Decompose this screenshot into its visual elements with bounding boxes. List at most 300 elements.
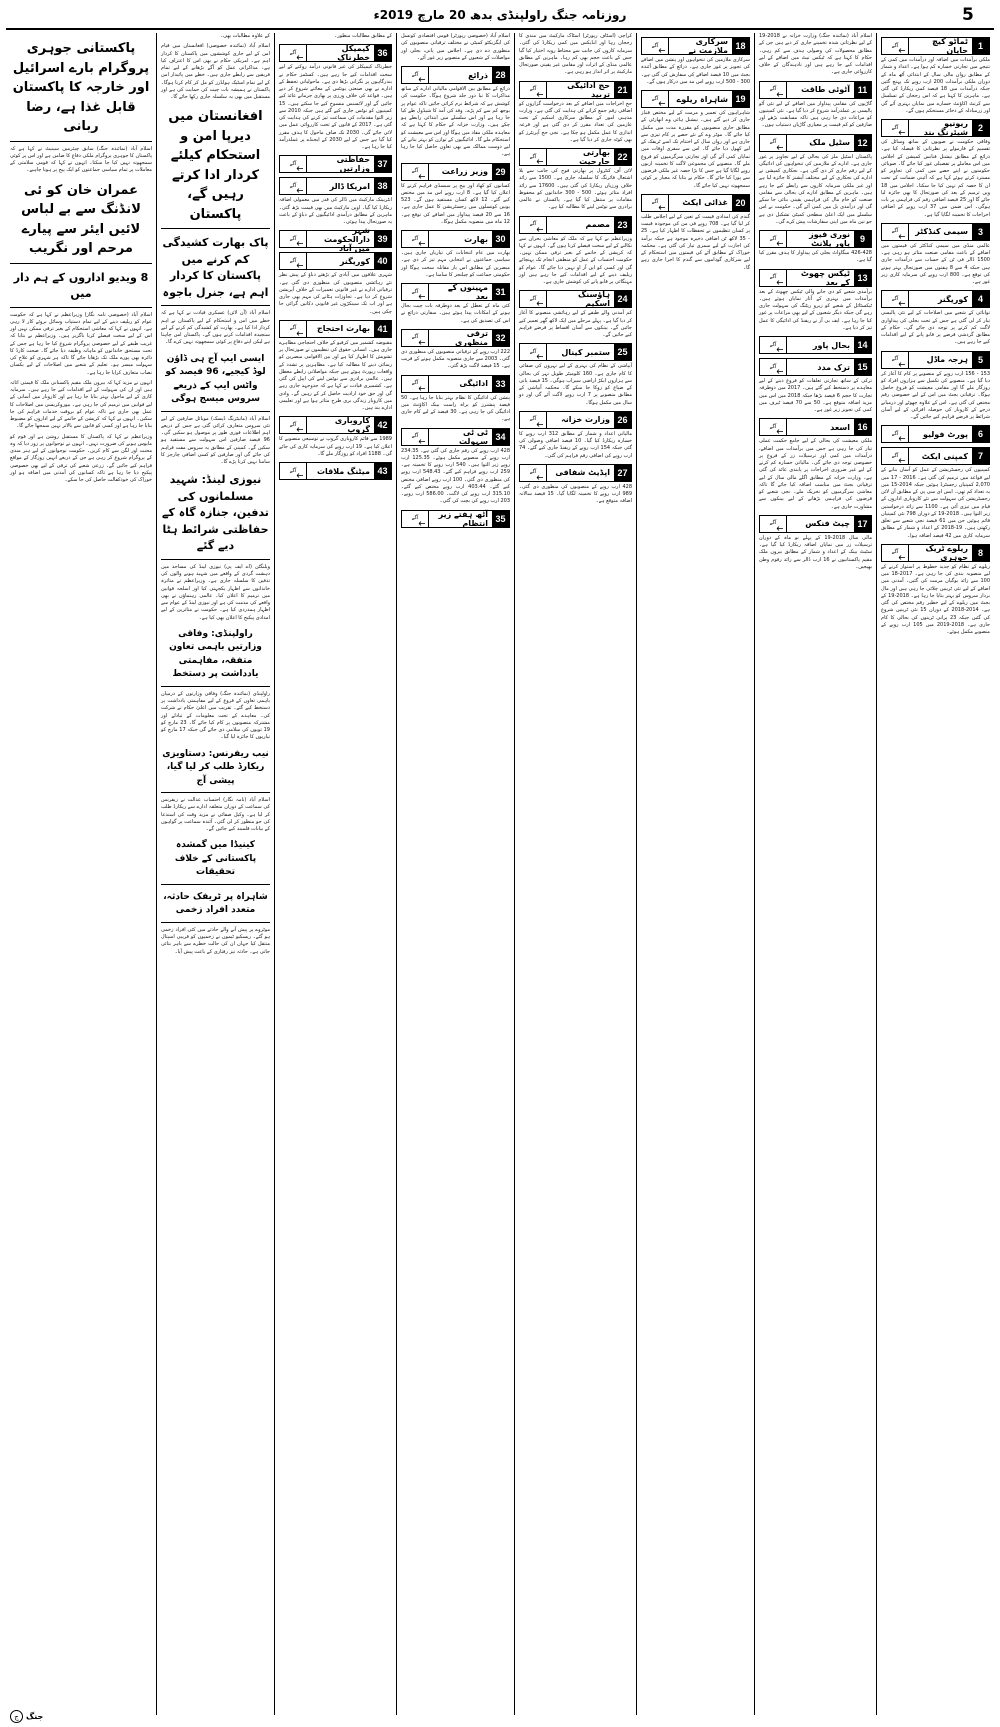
continue-arrow-icon[interactable] xyxy=(402,231,429,247)
arrow-glyph-icon xyxy=(416,294,426,299)
arrow-glyph-icon xyxy=(416,340,426,345)
article-headline[interactable]: راولپنڈی: وفاقی وزارتیں باہمی تعاون متفقہ، مفاہمتی یادداشت پر دستخط xyxy=(169,628,262,680)
item-title: ادائیگی xyxy=(459,379,488,388)
item-number: 37 xyxy=(374,156,391,172)
continue-arrow-icon[interactable] xyxy=(882,352,909,368)
arrow-glyph-icon xyxy=(774,241,784,246)
col-2 xyxy=(754,33,876,1715)
continue-label: آگے xyxy=(769,86,777,92)
article-body: گاڑیوں کی مقامی پیداوار میں اضافے کے لیے نئی آٹو پالیسی پر عملدرآمد شروع کر دیا گیا ہے۔ نئی کمپنیوں کو مراعات دی جا رہی ہیں تاکہ مسابقت بڑھے اور صارفین کو کم قیمت پر معیاری گاڑیاں دستیاب ہوں۔ xyxy=(759,100,872,129)
item-title: ٹی ٹی سہولت xyxy=(458,427,488,446)
continue-label: آگے xyxy=(289,467,297,474)
article-headline[interactable]: افغانستان میں دیرپا امن و استحکام کیلئے کردار ادا کرتے رہیں گے، پاکستان xyxy=(168,109,263,222)
item-number: 34 xyxy=(492,429,509,445)
article-headline[interactable]: پاکستانی جوہری پروگرام بارے اسرائیل اور خارجہ کا پاکستان قابل غذا ہے، رضا ربانی xyxy=(12,41,150,134)
item-title: بھارت احتجاج xyxy=(316,324,370,334)
item-number: 5 xyxy=(972,352,989,368)
article-body: وزیراعظم نے کہا ہے کہ ملک کو معاشی بحران سے نکالنے کے لیے سخت فیصلے کرنا ہوں گے۔ انہوں نے کہا کہ کرپشن کے خاتمے کے بغیر ترقی ممکن نہیں۔ حکومت احتساب کے عمل کو منطقی انجام تک پہنچائے گی اور کسی کو این آر او نہیں دیا جائے گا۔ عوام کو ریلیف دینے کے لیے اقدامات کیے جا رہے ہیں اور مہنگائی پر قابو پانے کی کوشش جاری ہے۔ xyxy=(519,235,632,285)
continue-label: آگے xyxy=(769,341,777,348)
logo-wordmark: جنگ xyxy=(26,1712,44,1721)
item-number: 43 xyxy=(374,463,391,479)
item-number: 7 xyxy=(972,448,989,464)
article-body: کم آمدنی والے طبقے کے لیے رہائشی منصوبے کا آغاز کر دیا گیا ہے۔ پہلے مرحلے میں ایک لاکھ گھر تعمیر کیے جائیں گے۔ بینکوں سے آسان اقساط پر قرضے فراہم کیے جائیں گے۔ xyxy=(519,310,632,338)
article-body: توانائی کے شعبے میں اصلاحات کے لیے نئی پالیسی تیار کر لی گئی ہے جس کے تحت بجلی کی پیداواری لاگت کم کرنے پر توجہ دی جائے گی۔ حکام کے مطابق گردشی قرضے پر قابو پانے کے لیے اقدامات کیے جا رہے ہیں۔ xyxy=(881,310,990,346)
item-title: حج ادائیگی تربید xyxy=(567,80,610,99)
news-item-header[interactable] xyxy=(881,425,990,443)
item-number: 21 xyxy=(614,82,631,98)
continue-arrow-icon[interactable] xyxy=(402,376,429,392)
continue-arrow-icon[interactable] xyxy=(760,135,787,151)
continue-arrow-icon[interactable] xyxy=(760,270,787,286)
continue-arrow-icon[interactable] xyxy=(280,463,307,479)
item-number: 11 xyxy=(854,82,871,98)
news-item-header[interactable] xyxy=(759,515,872,533)
article-body: مالی سال 2018-19 کے پہلے نو ماہ کے دوران ترسیلات زر میں نمایاں اضافہ ریکارڈ کیا گیا ہے۔ سٹیٹ بینک کے اعداد و شمار کے مطابق بیرون ملک مقیم پاکستانیوں نے 16 ارب ڈالر سے زائد رقوم وطن بھیجیں۔ xyxy=(759,534,872,570)
continue-label: آگے xyxy=(769,274,777,280)
continue-arrow-icon[interactable] xyxy=(882,448,909,464)
continue-label: آگے xyxy=(411,235,419,242)
page-number: 5 xyxy=(962,5,974,25)
continue-arrow-icon[interactable] xyxy=(760,82,787,98)
news-item-header[interactable] xyxy=(641,90,750,108)
item-title: مصمم xyxy=(585,220,610,229)
continue-label: آگے xyxy=(891,452,899,459)
article-body: اسلام آباد (نمائندہ جنگ) وزارت خزانہ نے 2018-19 کے لیے نظرثانی شدہ تخمینے جاری کر دیے ہیں جن کے مطابق محصولات کی وصولی ہدف سے کم رہی۔ حکام کا کہنا ہے کہ ٹیکس نیٹ میں اضافے کے لیے اقدامات کیے جا رہے ہیں اور نادہندگان کے خلاف کارروائی جاری ہے۔ xyxy=(759,33,872,76)
continue-arrow-icon[interactable] xyxy=(402,284,429,300)
news-item-header[interactable] xyxy=(279,177,392,195)
article-body: کراچی (اسٹاف رپورٹر) اسٹاک مارکیٹ میں مندی کا رجحان رہا اور انڈیکس میں کمی ریکارڈ کی گئی۔ سرمایہ کاروں کی جانب سے محتاط رویہ اختیار کیا گیا جس کے باعث حجم بھی کم رہا۔ ماہرین کے مطابق عالمی منڈی کے اثرات اور مقامی غیر یقینی صورتحال مارکیٹ پر اثر انداز ہو رہی ہے۔ xyxy=(519,33,632,76)
arrow-glyph-icon xyxy=(294,188,304,193)
item-title: اسعد xyxy=(830,422,850,432)
item-number: 38 xyxy=(374,178,391,194)
continue-label: آگے xyxy=(411,433,419,439)
news-item-header[interactable] xyxy=(401,230,510,248)
item-title: بھارت xyxy=(464,234,488,244)
article-body: اسلام آباد (نمائندہ جنگ) سابق چیئرمین سینیٹ نے کہا ہے کہ پاکستان کا جوہری پروگرام ملکی دفاع کا ضامن ہے اور اس پر کوئی سمجھوتہ نہیں کیا جا سکتا۔ انہوں نے کہا کہ قومی سلامتی کے معاملات پر تمام سیاسی جماعتوں کو ایک پیج پر ہونا چاہیے۔ xyxy=(10,145,152,174)
arrow-glyph-icon xyxy=(534,227,544,232)
continue-arrow-icon[interactable] xyxy=(882,38,909,54)
item-title: کمپنی ایکٹ xyxy=(921,451,968,461)
continue-arrow-icon[interactable] xyxy=(520,465,547,481)
item-number: 15 xyxy=(854,359,871,375)
item-number: 14 xyxy=(854,337,871,353)
section-divider xyxy=(161,922,270,923)
item-title: ہاؤسنگ اسکیم xyxy=(578,290,610,309)
article-headline[interactable]: کینیڈا میں گمشدہ پاکستانی کے خلاف تحقیقات xyxy=(174,840,257,878)
news-item-header[interactable] xyxy=(279,252,392,270)
item-title: کوریگنر xyxy=(339,256,370,266)
article-body: انٹربینک مارکیٹ میں ڈالر کی قدر میں معمولی اضافہ ریکارڈ کیا گیا۔ اوپن مارکیٹ میں بھی قیمت بڑھ گئی۔ ماہرین کے مطابق درآمدی ادائیگیوں کے دباؤ کے باعث یہ صورتحال پیدا ہوئی۔ xyxy=(279,197,392,225)
item-title: غذائی ایکٹ xyxy=(682,198,728,208)
continue-arrow-icon[interactable] xyxy=(280,253,307,269)
continue-arrow-icon[interactable] xyxy=(882,545,909,561)
section-divider xyxy=(161,411,270,412)
article-body: ملکی برآمدات میں اضافہ اور درآمدات میں کمی کے نتیجے میں تجارتی خسارہ کم ہوا ہے۔ اعداد و شمار کے مطابق رواں مالی سال کے ابتدائی آٹھ ماہ کے دوران ملکی برآمدات 200 ارب روپے تک پہنچ گئیں جبکہ درآمدات میں 18 فیصد کمی ریکارڈ کی گئی ہے۔ ماہرین کا کہنا ہے کہ اس رجحان کے تسلسل سے کرنٹ اکاؤنٹ خسارے میں نمایاں بہتری آئے گی اور زرمبادلہ کے ذخائر مستحکم ہوں گے۔ xyxy=(881,57,990,114)
news-item-header[interactable] xyxy=(519,464,632,482)
article-headline[interactable]: پاک بھارت کشیدگی کم کرنے میں پاکستان کا کردار اہم ہے، جنرل باجوہ xyxy=(162,236,269,299)
article-body: ترکی کے ساتھ تجارتی تعلقات کو فروغ دینے کے لیے معاہدے پر دستخط کیے گئے ہیں۔ 2017 میں دوطرفہ تجارت کا حجم 6 فیصد بڑھا جبکہ 2018 میں اس میں مزید اضافہ متوقع ہے۔ 50 سے 70 فیصد ٹیرف میں کمی کی تجویز زیر غور ہے۔ xyxy=(759,378,872,413)
article-headline[interactable]: نیب ریفرنس: دستاویزی ریکارڈ طلب کر لیا گیا، پیشی آج xyxy=(162,748,269,786)
news-item-header[interactable] xyxy=(881,290,990,308)
item-title: مہینوں کے بعد xyxy=(447,283,488,301)
article-body: سرکاری ملازمین کی تنخواہوں اور پنشن میں اضافے کی تجویز پر غور جاری ہے۔ ذرائع کے مطابق آئندہ بجٹ میں 10 فیصد اضافے کی سفارش کی گئی ہے۔ 300 - 500 ارب روپے اس مد میں درکار ہوں گے۔ xyxy=(641,57,750,85)
continue-label: آگے xyxy=(769,235,777,242)
continue-label: آگے xyxy=(769,520,777,527)
col-7 xyxy=(156,33,274,1715)
item-number: 1 xyxy=(972,38,989,54)
col-4 xyxy=(514,33,636,1715)
article-body: اسلام آباد (آن لائن) عسکری قیادت نے کہا ہے کہ خطے میں امن و استحکام کے لیے پاکستان نے اہم کردار ادا کیا ہے۔ بھارت کو کشیدگی کم کرنے کے لیے سنجیدہ اقدامات کرنے ہوں گے۔ پاکستان امن چاہتا ہے لیکن اپنے دفاع پر کوئی سمجھوتہ نہیں کرے گا۔ xyxy=(161,310,270,346)
item-title: سیمی کنڈکٹر xyxy=(915,227,968,237)
article-body: گندم کی امدادی قیمت کے تعین کے لیے اجلاس طلب کر لیا گیا ہے۔ 708 روپے فی من کی موجودہ قیمت پر کسان تنظیموں نے تحفظات کا اظہار کیا ہے۔ 25 - 35 لاکھ ٹن اضافی ذخیرہ موجود ہے جبکہ برآمد کی اجازت کے لیے سمری تیار کی گئی ہے۔ محکمہ خوراک کے مطابق آٹے کی قیمتوں میں استحکام کے لیے سرکاری گوداموں سے گندم کا اجرا جاری رہے گا۔ xyxy=(641,213,750,271)
item-number: 22 xyxy=(614,149,631,165)
continue-arrow-icon[interactable] xyxy=(642,91,669,107)
item-title: کاروباری گروپ xyxy=(334,416,370,435)
col-3 xyxy=(636,33,754,1715)
continue-label: آگے xyxy=(891,228,899,235)
item-number: 20 xyxy=(732,195,749,211)
continue-arrow-icon[interactable] xyxy=(760,419,787,435)
continue-arrow-icon[interactable] xyxy=(760,231,787,247)
item-number: 36 xyxy=(374,45,391,61)
continue-label: آگے xyxy=(529,348,537,355)
continue-arrow-icon[interactable] xyxy=(760,337,787,353)
article-body: کمپنیوں کی رجسٹریشن کے عمل کو آسان بنانے کے لیے قواعد میں ترمیم کی گئی ہے۔ 2016 - 17 میں 2,070 کمپنیاں رجسٹرڈ ہوئیں جبکہ 2014-15 میں یہ تعداد کم تھی۔ ایس ای سی پی کے مطابق آن لائن رجسٹریشن کی سہولت سے نئے کاروباری اداروں کے قیام میں تیزی آئی ہے۔ 1100 سے زائد درخواستیں زیر التوا ہیں۔ 2018-19 کے دوران 798 نئی کمپنیاں قائم ہوئیں جن میں 61 فیصد نجی شعبے سے تعلق رکھتی ہیں۔ 19-2018 کے اعداد و شمار کے مطابق سرمایہ کاری میں 42 فیصد اضافہ ہوا۔ xyxy=(880,467,990,539)
article-headline[interactable]: 8 ویدیو اداروں کے ہم دار میں xyxy=(13,270,149,300)
item-title: کیمیکل خطرناک xyxy=(337,44,370,63)
item-title: ریونیو شیئرنگ بند xyxy=(923,119,968,137)
arrow-glyph-icon xyxy=(294,263,304,268)
news-item-header[interactable] xyxy=(881,544,990,562)
arrow-glyph-icon xyxy=(774,280,784,285)
item-number: 18 xyxy=(732,38,749,54)
item-title: شہر دارالحکومت میں آباد xyxy=(323,225,370,253)
col-6 xyxy=(274,33,396,1715)
article-body: شہری علاقوں میں آبادی کے بڑھتے دباؤ کے پیش نظر نئے رہائشی منصوبوں کی منظوری دی گئی ہے۔ ترقیاتی ادارے نے غیر قانونی تعمیرات کے خلاف آپریشن شروع کر دیا ہے۔ تجاوزات ہٹانے کی مہم بھی جاری ہے اور اب تک سینکڑوں غیر قانونی دکانیں گرائی جا چکی ہیں۔ xyxy=(279,272,392,315)
article-body: بھارت میں عام انتخابات کی تیاریاں جاری ہیں۔ سیاسی جماعتوں نے انتخابی مہم تیز کر دی ہے۔ مبصرین کے مطابق اس بار مقابلہ سخت ہوگا اور حکومتی جماعت کو چیلنجز کا سامنا ہے۔ xyxy=(401,250,510,278)
article-body: حج اخراجات میں اضافے کے بعد درخواست گزاروں کو اضافی رقم جمع کرانے کی ہدایت کی گئی ہے۔ وزارت مذہبی امور کے مطابق سرکاری اسکیم کے تحت عازمین کی تعداد مقرر کر دی گئی ہے اور قرعہ اندازی کا عمل مکمل ہو چکا ہے۔ نجی حج آپریٹرز کو بھی کوٹہ جاری کر دیا گیا ہے۔ xyxy=(519,100,632,143)
article-body: 153 - 156 ارب روپے کے منصوبے پر کام کا آغاز کر دیا گیا ہے۔ منصوبے کی تکمیل سے ہزاروں افراد کو روزگار ملے گا اور مقامی معیشت کو فروغ حاصل ہوگا۔ ترقیاتی بجٹ میں اس کے لیے خصوصی رقم مختص کی گئی ہے۔ اس کے علاوہ چھوٹے اور درمیانے درجے کے کاروبار کی حوصلہ افزائی کے لیے آسان شرائط پر قرضے فراہم کیے جائیں گے۔ xyxy=(881,370,991,420)
section-divider xyxy=(10,263,152,264)
item-title: پورٹ فولیو xyxy=(923,429,968,439)
item-number: 4 xyxy=(972,291,989,307)
section-divider xyxy=(161,686,270,687)
continue-arrow-icon[interactable] xyxy=(520,82,547,98)
continue-label: آگے xyxy=(529,469,537,476)
item-title: سٹیل ملک xyxy=(809,138,850,147)
news-item-header[interactable] xyxy=(279,225,392,253)
item-number: 3 xyxy=(972,224,989,240)
news-item-header[interactable] xyxy=(279,155,392,173)
article-body: موٹروے پر پیش آنے والے حادثے میں کئی افراد زخمی ہو گئے۔ ریسکیو ٹیموں نے زخمیوں کو قریبی اسپتال منتقل کیا جہاں ان کی حالت خطرے سے باہر بتائی جاتی ہے۔ حادثہ تیز رفتاری کے باعث پیش آیا۔ xyxy=(161,926,270,955)
article-body: مقبوضہ کشمیر میں کرفیو کے خلاف احتجاجی مظاہرے جاری ہیں۔ انسانی حقوق کی تنظیموں نے صورتحال پر تشویش کا اظہار کیا ہے اور بین الاقوامی مبصرین کو رسائی دینے کا مطالبہ کیا ہے۔ مظاہرین پر تشدد کے واقعات رپورٹ ہوئے ہیں جبکہ مواصلاتی رابطے معطل ہیں۔ عالمی برادری سے نوٹس لینے کی اپیل کی گئی ہے۔ کشمیری قیادت نے کہا ہے کہ جدوجہد جاری رہے گی اور حق خود ارادیت حاصل کر کے رہیں گے۔ وادی میں کاروبار زندگی بری طرح متاثر ہوا ہے اور تعلیمی ادارے بند ہیں۔ xyxy=(279,339,392,411)
item-title: وزیر زراعت xyxy=(441,167,488,176)
article-body: 222 ارب روپے کے ترقیاتی منصوبوں کی منظوری دی گئی۔ 2003 سے جاری منصوبہ مکمل ہونے کے قریب ہے۔ 15 فیصد لاگت بڑھ گئی۔ xyxy=(400,348,510,370)
arrow-glyph-icon xyxy=(896,48,906,53)
continue-label: آگے xyxy=(891,124,899,131)
article-body: خطرناک کیمیکلز کی غیر قانونی درآمد روکنے کے لیے سخت اقدامات کیے جا رہے ہیں۔ کسٹمز حکام نے بندرگاہوں پر نگرانی بڑھا دی ہے۔ ماحولیاتی تحفظ کے ادارے نے بھی صنعتی یونٹس کے معائنے شروع کر دیے ہیں۔ قواعد کی خلاف ورزی پر بھاری جرمانے عائد کیے جائیں گے اور لائسنس منسوخ کیے جا سکتے ہیں۔ 15 کمپنیوں کو نوٹس جاری کیے گئے ہیں جبکہ 2010 سے زیر التوا مقدمات کی سماعت تیز کرنے کی ہدایت کی گئی ہے۔ 2017 کے قانون کے تحت کارروائی عمل میں لائی جائے گی۔ 2030 تک صاف ماحول کا ہدف مقرر کیا گیا ہے جس کے لیے 2030 کے ایجنڈے پر عملدرآمد کیا جا رہا ہے۔ xyxy=(279,64,392,150)
continue-label: آگے xyxy=(411,334,419,341)
article-body: اسلام آباد (نامہ نگار) احتساب عدالت نے ریفرنس کی سماعت کے دوران متعلقہ ادارے سے ریکارڈ طلب کر لیا ہے۔ وکیل صفائی نے مزید وقت کی استدعا کی جو منظور کر لی گئی۔ آئندہ سماعت پر گواہوں کے بیانات قلمبند کیے جائیں گے۔ xyxy=(161,797,270,832)
item-title: کوریگنر xyxy=(937,294,968,304)
continue-label: آگے xyxy=(769,139,777,145)
news-item-header[interactable] xyxy=(759,134,872,152)
continue-arrow-icon[interactable] xyxy=(280,178,307,194)
item-number: 9 xyxy=(854,231,871,247)
continue-arrow-icon[interactable] xyxy=(402,429,429,445)
article-body: وفاقی حکومت نے صوبوں کے ساتھ وسائل کی تقسیم کے فارمولے پر نظرثانی کا فیصلہ کیا ہے۔ ذرائع کے مطابق نیشنل فنانس کمیشن کے اجلاس میں اس معاملے پر تفصیلی غور کیا جائے گا۔ صوبائی حکومتوں نے اپنے حصے میں کمی کی تجاویز کو مسترد کرتے ہوئے کہا ہے کہ آئینی ضمانت کے تحت ان کا حصہ کم نہیں کیا جا سکتا۔ اجلاس میں 18 ویں ترمیم کے بعد کی صورتحال کا بھی جائزہ لیا جائے گا اور 25 فیصد اضافی رقم کی فراہمی پر بات ہوگی۔ اس ضمن میں 37 ارب روپے کے اضافی اخراجات کا تخمینہ لگایا گیا ہے۔ xyxy=(881,139,991,218)
arrow-glyph-icon xyxy=(416,77,426,82)
arrow-glyph-icon xyxy=(416,241,426,246)
arrow-glyph-icon xyxy=(534,422,544,427)
arrow-glyph-icon xyxy=(896,436,906,441)
item-title: ہرجہ ماڈل xyxy=(926,355,968,364)
continue-label: آگے xyxy=(289,182,297,189)
news-item-header[interactable] xyxy=(401,329,510,347)
item-title: آٹھ ہفتے زیر انتظام xyxy=(438,509,488,528)
article-body: ویلنگٹن (اے ایف پی) نیوزی لینڈ کی مساجد میں دہشت گردی کے واقعے میں شہید ہونے والوں کی تدفین کا سلسلہ جاری ہے۔ وزیراعظم نے متاثرہ خاندانوں سے اظہار یکجہتی کیا اور اسلحہ قوانین میں ترمیم کا اعلان کیا۔ عالمی رہنماؤں نے بھی واقعے کی مذمت کی ہے اور نیوزی لینڈ کے عوام سے اظہار ہمدردی کیا ہے۔ حکومت نے متاثرین کے لیے امدادی پیکیج کا اعلان بھی کیا ہے۔ xyxy=(161,563,270,621)
item-number: 30 xyxy=(492,231,509,247)
article-body: اسلام آباد (خصوصی نامہ نگار) وزیراعظم نے کہا ہے کہ حکومت عوام کو ریلیف دینے کے لیے تمام دستیاب وسائل بروئے کار لا رہی ہے۔ انہوں نے کہا کہ معاشی استحکام کے بغیر ترقی ممکن نہیں اور اس کے لیے سخت فیصلے کرنا ناگزیر ہیں۔ وزیراعظم نے بتایا کہ غریب طبقے کے لیے خصوصی پروگرام شروع کیا جا رہا ہے جس کے تحت مستحق خاندانوں کو ماہانہ وظیفہ دیا جائے گا۔ صحت کارڈ کا دائرہ بھی پورے ملک تک بڑھایا جائے گا تاکہ ہر شہری کو علاج کی سہولت میسر ہو۔ تعلیم کے شعبے میں اصلاحات کے لیے یکساں نصاب متعارف کرایا جا رہا ہے۔ xyxy=(10,311,152,376)
item-number: 17 xyxy=(854,516,871,532)
item-number: 28 xyxy=(492,67,509,83)
section-divider xyxy=(10,307,152,308)
continue-arrow-icon[interactable] xyxy=(760,359,787,375)
item-title: ٹیکس چھوٹ کے بعد xyxy=(800,268,850,287)
item-number: 23 xyxy=(614,217,631,233)
masthead xyxy=(6,4,994,30)
arrow-glyph-icon xyxy=(656,205,666,210)
item-number: 41 xyxy=(374,321,391,337)
news-item-header[interactable] xyxy=(519,216,632,234)
item-title: ستمبر کینال xyxy=(561,347,610,357)
continue-arrow-icon[interactable] xyxy=(760,516,787,532)
arrow-glyph-icon xyxy=(294,166,304,171)
footer-logo xyxy=(10,1710,43,1723)
news-item-header[interactable] xyxy=(279,416,392,434)
news-item-header[interactable] xyxy=(401,428,510,446)
news-item-header[interactable] xyxy=(759,81,872,99)
article-body: ذرائع کے مطابق بین الاقوامی مالیاتی ادارے کے ساتھ مذاکرات کا نیا دور جلد شروع ہوگا۔ حکومت کی کوشش ہے کہ شرائط نرم کرائی جائیں تاکہ عوام پر بوجھ کم سے کم پڑے۔ وفد کی آمد کا شیڈول طے کیا جا رہا ہے اور اس سلسلے میں ابتدائی رابطے ہو چکے ہیں۔ وزارت خزانہ کے حکام کا کہنا ہے کہ معاہدہ ملکی مفاد میں ہوگا اور اس سے معیشت کو استحکام ملے گا۔ ادائیگیوں کے توازن کو بہتر بنانے کے لیے دوست ممالک سے بھی تعاون حاصل کیا جا رہا ہے۔ xyxy=(401,86,510,158)
news-item-header[interactable] xyxy=(519,411,632,429)
article-body: کے علاوہ مطالبات بھی۔ xyxy=(220,33,270,39)
continue-arrow-icon[interactable] xyxy=(642,195,669,211)
news-item-header[interactable] xyxy=(401,163,510,181)
item-title: ترقی منظوری xyxy=(455,328,488,347)
arrow-glyph-icon xyxy=(896,234,906,239)
continue-arrow-icon[interactable] xyxy=(520,344,547,360)
item-number: 2 xyxy=(972,120,989,136)
arrow-glyph-icon xyxy=(294,427,304,432)
news-item-header[interactable] xyxy=(759,269,872,287)
continue-label: آگے xyxy=(891,549,899,556)
continue-arrow-icon[interactable] xyxy=(882,224,909,240)
continue-label: آگے xyxy=(769,423,777,430)
continue-label: آگے xyxy=(411,168,419,174)
article-body: اسلام آباد (مانیٹرنگ ڈیسک) موبائل صارفین کے لیے نئی سروس متعارف کرائی گئی ہے جس کے ذریعے اہم اطلاعات فوری طور پر موصول ہو سکیں گی۔ 96 فیصد صارفین اس سہولت سے مستفید ہو سکیں گے۔ کمپنی کے مطابق یہ سروس مفت فراہم کی جائے گی اور صارفین کو کسی اضافی چارجز کا سامنا نہیں کرنا پڑے گا۔ xyxy=(161,415,270,465)
item-title: چیٹ فنکس xyxy=(805,519,850,529)
news-item-header[interactable] xyxy=(881,447,990,465)
news-item-header[interactable] xyxy=(519,81,632,99)
item-number: 8 xyxy=(972,545,989,561)
item-number: 35 xyxy=(492,511,509,527)
arrow-glyph-icon xyxy=(534,475,544,480)
continue-label: آگے xyxy=(651,199,659,206)
article-body: شاہراہوں کی تعمیر و مرمت کے لیے مختص فنڈز جاری کر دیے گئے ہیں۔ نیشنل ہائی وے اتھارٹی کے مطابق جاری منصوبوں کو مقررہ مدت میں مکمل کیا جائے گا۔ موٹر وے کے نئے حصے پر کام تیزی سے جاری ہے اور رواں سال کے اختتام تک اسے ٹریفک کے لیے کھول دیا جائے گا۔ اس سے سفری اوقات میں نمایاں کمی آئے گی اور تجارتی سرگرمیوں کو فروغ ملے گا۔ منصوبے کی مجموعی لاگت کا تخمینہ اربوں روپے لگایا گیا ہے جس کا بڑا حصہ غیر ملکی قرضوں سے پورا کیا جائے گا۔ حکام نے بتایا کہ معیار پر کوئی سمجھوتہ نہیں کیا جائے گا۔ xyxy=(641,110,750,189)
article-body: مالیاتی اعداد و شمار کے مطابق 312 ارب روپے کا خسارہ ریکارڈ کیا گیا۔ 10 فیصد اضافی وصولی کی گئی جبکہ 154 ارب روپے کے ریفنڈ جاری کیے گئے۔ 74 ارب روپے کی اضافی رقم فراہم کی گئی۔ xyxy=(519,430,632,459)
article-headline[interactable]: ایسی ایپ آج ہی ڈاؤن لوڈ کیجیے، 96 فیصد کو واٹس ایپ کے ذریعے سروس میسج ہوگی xyxy=(165,353,266,404)
news-item-header[interactable] xyxy=(401,66,510,84)
article-body: کسانوں کو کھاد اور بیج پر سبسڈی فراہم کرنے کا اعلان کیا گیا ہے۔ 8 ارب روپے اس مد میں مختص کیے گئے۔ 12 لاکھ کسان مستفید ہوں گے۔ 523 یونین کونسلوں میں رجسٹریشن کا عمل جاری ہے۔ 16 سے 20 فیصد پیداوار میں اضافے کی توقع ہے۔ 12 ماہ میں منصوبہ مکمل ہوگا۔ xyxy=(401,182,511,225)
arrow-glyph-icon xyxy=(416,386,426,391)
news-item-header[interactable] xyxy=(881,119,990,137)
news-item-header[interactable] xyxy=(401,283,510,301)
continue-arrow-icon[interactable] xyxy=(402,67,429,83)
item-title: بھارتی جارحیت xyxy=(579,148,610,166)
continue-arrow-icon[interactable] xyxy=(520,149,547,165)
item-number: 31 xyxy=(492,284,509,300)
continue-arrow-icon[interactable] xyxy=(280,321,307,337)
continue-label: آگے xyxy=(289,257,297,264)
article-body: برآمدی شعبے کو دی جانے والی ٹیکس چھوٹ کے بعد برآمدات میں بہتری کے آثار نمایاں ہوئے ہیں۔ ٹیکسٹائل کے شعبے کو زیرو ریٹنگ کی سہولت جاری رہے گی جبکہ دیگر شعبوں کے لیے بھی مراعات پر غور کیا جا رہا ہے۔ ایف بی آر نے ریفنڈ کی ادائیگی کا عمل تیز کر دیا ہے۔ xyxy=(759,288,872,331)
item-number: 25 xyxy=(614,344,631,360)
news-item-header[interactable] xyxy=(759,358,872,376)
arrow-glyph-icon xyxy=(534,354,544,359)
article-body: اسلام آباد (خصوصی رپورٹر) قومی اقتصادی کونسل کی ایگزیکٹو کمیٹی نے مختلف ترقیاتی منصوبوں کی منظوری دے دی ہے۔ اجلاس میں پانی، بجلی اور مواصلات کے شعبوں کے منصوبے زیر غور آئے۔ xyxy=(401,33,510,61)
item-number: 39 xyxy=(374,231,391,247)
item-title: حفاظتی وزارتیں xyxy=(336,155,370,174)
arrow-glyph-icon xyxy=(416,521,426,526)
continue-arrow-icon[interactable] xyxy=(280,417,307,433)
news-item-header[interactable] xyxy=(519,148,632,166)
news-item-header[interactable] xyxy=(641,194,750,212)
section-divider xyxy=(10,141,152,142)
section-divider xyxy=(161,884,270,885)
continue-arrow-icon[interactable] xyxy=(520,217,547,233)
article-body: 1989 سے قائم کاروباری گروپ نے توسیعی منصوبے کا اعلان کیا ہے۔ 19 ارب روپے کی سرمایہ کاری کی جائے گی۔ 1188 افراد کو روزگار ملے گا۔ xyxy=(279,436,392,457)
continue-label: آگے xyxy=(289,235,297,242)
continue-label: آگے xyxy=(891,295,899,302)
arrow-glyph-icon xyxy=(656,48,666,53)
arrow-glyph-icon xyxy=(896,301,906,306)
continue-arrow-icon[interactable] xyxy=(280,156,307,172)
continue-arrow-icon[interactable] xyxy=(402,164,429,180)
news-item-header[interactable] xyxy=(881,351,990,369)
article-body: وزیراعظم نے کہا کہ پاکستان کا مستقبل روشن ہے اور قوم کو مایوس ہونے کی ضرورت نہیں۔ انہوں نے نوجوانوں پر زور دیا کہ وہ محنت اور لگن سے کام کریں۔ حکومت نوجوانوں کے لیے ہنر مندی کے پروگرام شروع کر رہی ہے جن کے ذریعے انہیں روزگار کے مواقع فراہم کیے جائیں گے۔ زرعی شعبے کی ترقی کے لیے بھی خصوصی پیکیج دیا جا رہا ہے تاکہ کسانوں کی آمدنی میں اضافہ ہو اور خوراک کی خودکفالت حاصل کی جا سکے۔ xyxy=(10,433,152,483)
continue-arrow-icon[interactable] xyxy=(882,120,909,136)
article-body: پاکستان اسٹیل ملز کی بحالی کے لیے تجاویز پر غور جاری ہے۔ ادارے کے ملازمین کی تنخواہوں کی ادائیگی کے لیے رقم جاری کر دی گئی ہے۔ نجکاری کمیشن نے ادارے کی نجکاری کے لیے مختلف آپشنز کا جائزہ لیا ہے اور غیر ملکی سرمایہ کاروں سے رابطے کیے جا رہے ہیں۔ ماہرین کے مطابق ادارے کی بحالی سے مقامی صنعت کو خام مال کی فراہمی یقینی بنائی جا سکے گی اور درآمدی بل میں کمی آئے گی۔ حکومت نے اس سلسلے میں ایک اعلیٰ سطحی کمیٹی تشکیل دی ہے جو تین ماہ میں اپنی سفارشات پیش کرے گی۔ xyxy=(759,153,872,225)
col-8 xyxy=(6,33,156,1715)
item-title: میٹنگ ملاقات xyxy=(316,466,370,476)
arrow-glyph-icon xyxy=(416,174,426,179)
news-item-header[interactable] xyxy=(279,462,392,480)
item-title: ریلوے ٹریک جوہری xyxy=(925,543,968,562)
item-number: 40 xyxy=(374,253,391,269)
news-item-header[interactable] xyxy=(519,290,632,308)
article-body: کے مطابق مطالبات منظور۔ xyxy=(334,33,392,39)
arrow-glyph-icon xyxy=(534,159,544,164)
item-number: 16 xyxy=(854,419,871,435)
item-number: 27 xyxy=(614,465,631,481)
item-title: ترک مدد xyxy=(817,362,850,372)
news-item-header[interactable] xyxy=(759,418,872,436)
news-item-header[interactable] xyxy=(759,230,872,248)
item-title: شاہراہ ریلوے xyxy=(676,94,728,104)
article-headline[interactable]: نیوزی لینڈ: شہید مسلمانوں کی تدفین، جنازہ گاہ کے حفاظتی شرائط ہٹا دیے گئے xyxy=(162,473,269,553)
arrow-glyph-icon xyxy=(896,362,906,367)
arrow-glyph-icon xyxy=(774,145,784,150)
article-headline[interactable]: عمران خان کو ئی لانڈنگ سے بے لباس لائیں ایئر سے پیارے مرحم اور نگریب xyxy=(21,182,141,256)
continue-arrow-icon[interactable] xyxy=(882,291,909,307)
continue-arrow-icon[interactable] xyxy=(280,45,307,61)
news-item-header[interactable] xyxy=(279,44,392,62)
arrow-glyph-icon xyxy=(774,347,784,352)
item-title: اپڈیٹ شفافی xyxy=(555,468,610,478)
continue-arrow-icon[interactable] xyxy=(520,412,547,428)
arrow-glyph-icon xyxy=(774,429,784,434)
item-title: نوری فیوز پاور پلانٹ xyxy=(809,230,850,248)
news-item-header[interactable] xyxy=(401,375,510,393)
continue-label: آگے xyxy=(411,515,419,521)
section-divider xyxy=(161,792,270,793)
article-body: انہوں نے مزید کہا کہ بیرون ملک مقیم پاکستانی ملک کا قیمتی اثاثہ ہیں اور ان کی سہولت کے لیے اقدامات کیے جا رہے ہیں۔ سرمایہ کاری کے لیے ماحول بہتر بنایا جا رہا ہے اور کاروبار میں آسانی کے لیے قوانین میں ترمیم کی جا رہی ہے۔ بیوروکریسی میں اصلاحات کا عمل بھی جاری ہے تاکہ عوام کو بروقت خدمات فراہم کی جا سکیں۔ انہوں نے کہا کہ کرپشن کے خاتمے کے لیے اداروں کو مضبوط بنایا جا رہا ہے اور کسی کو قانون سے بالاتر نہیں سمجھا جائے گا۔ xyxy=(10,379,152,430)
item-number: 6 xyxy=(972,426,989,442)
continue-label: آگے xyxy=(411,380,419,386)
section-divider xyxy=(161,228,270,229)
arrow-glyph-icon xyxy=(294,55,304,60)
article-body: عالمی منڈی میں سیمی کنڈکٹر کی قیمتوں میں اضافے کے باعث مقامی صنعت متاثر ہو رہی ہے۔ 1500 ڈالر فی ٹن کے حساب سے درآمدات جاری ہیں جبکہ 4 سے 8 ہفتوں میں صورتحال بہتر ہونے کی توقع ہے۔ 800 ارب روپے کی سرمایہ کاری زیر غور ہے۔ xyxy=(881,242,991,285)
arrow-glyph-icon xyxy=(896,130,906,135)
item-number: 19 xyxy=(732,91,749,107)
arrow-glyph-icon xyxy=(534,301,544,306)
continue-label: آگے xyxy=(651,42,659,49)
news-item-header[interactable] xyxy=(401,510,510,528)
continue-label: آگے xyxy=(529,416,537,423)
section-divider xyxy=(161,305,270,306)
item-number: 33 xyxy=(492,376,509,392)
news-item-header[interactable] xyxy=(519,343,632,361)
news-item-header[interactable] xyxy=(279,320,392,338)
continue-arrow-icon[interactable] xyxy=(402,330,429,346)
arrow-glyph-icon xyxy=(416,439,426,444)
item-title: سرکاری ملازمت نے xyxy=(688,37,728,55)
item-title: امریکا ڈالر xyxy=(329,181,370,191)
continue-label: آگے xyxy=(411,288,419,295)
article-body: اسلام آباد (نمائندہ خصوصی) افغانستان میں قیام امن کے لیے جاری کوششوں میں پاکستان کا کردار اہم ہے۔ امریکی حکام نے بھی اس کا اعتراف کیا ہے۔ مذاکراتی عمل کو آگے بڑھانے کے لیے تمام فریقین سے رابطے جاری ہیں۔ خطے میں پائیدار امن کے لیے تمام اسٹیک ہولڈرز کو مل کر کام کرنا ہوگا۔ پاکستان نے ہمیشہ بات چیت کی حمایت کی ہے اور مستقبل میں بھی یہ سلسلہ جاری رکھا جائے گا۔ xyxy=(161,43,270,100)
article-body: ریلوے کے نظام کو جدید خطوط پر استوار کرنے کے لیے منصوبہ بندی کی جا رہی ہے۔ 2017-18 میں 100 سے زائد بوگیاں مرمت کی گئیں۔ آمدنی میں اضافے کے لیے نئی ٹرینیں چلائی جا رہی ہیں اور مال بردار سروس کو بہتر بنایا جا رہا ہے۔ 2018-19 کے بجٹ میں ریلوے کے لیے خطیر رقم مختص کی گئی ہے۔ 2014-2018 کے دوران 15 نئی ٹرینیں شروع کی گئیں جبکہ 23 پرانی ٹرینوں کی بحالی کا کام جاری ہے۔ 2018-2019 میں 105 ارب روپے کے منصوبے مکمل ہوئے۔ xyxy=(881,563,990,635)
continue-label: آگے xyxy=(289,421,297,428)
article-body: 426-428 میگاواٹ بجلی کی پیداوار کا ہدف مقرر کیا گیا ہے۔ xyxy=(759,250,872,264)
continue-arrow-icon[interactable] xyxy=(402,511,429,527)
article-body: آبپاشی کے نظام کی بہتری کے لیے نہروں کی صفائی کا کام جاری ہے۔ 160 کلومیٹر طویل نہر کی بحالی سے ہزاروں ایکڑ اراضی سیراب ہوگی۔ 15 فیصد پانی کے ضیاع کو روکا جا سکے گا۔ محکمہ آبپاشی کے مطابق منصوبے پر 7 ارب روپے لاگت آئے گی اور دو سال میں مکمل ہوگا۔ xyxy=(519,363,633,406)
continue-arrow-icon[interactable] xyxy=(280,231,307,247)
article-headline[interactable]: شاہراہ پر ٹریفک حادثہ، متعدد افراد زخمی xyxy=(163,891,268,916)
arrow-glyph-icon xyxy=(896,555,906,560)
news-item-header[interactable] xyxy=(881,37,990,55)
continue-label: آگے xyxy=(289,325,297,332)
news-item-header[interactable] xyxy=(881,223,990,241)
continue-label: آگے xyxy=(529,86,537,92)
continue-arrow-icon[interactable] xyxy=(642,38,669,54)
continue-arrow-icon[interactable] xyxy=(520,291,547,307)
news-item-header[interactable] xyxy=(641,37,750,55)
news-item-header[interactable] xyxy=(759,336,872,354)
continue-label: آگے xyxy=(411,71,419,78)
continue-arrow-icon[interactable] xyxy=(882,426,909,442)
arrow-glyph-icon xyxy=(896,458,906,463)
masthead-title: روزنامہ جنگ راولپنڈی بدھ 20 مارچ 2019ء xyxy=(373,8,627,22)
continue-label: آگے xyxy=(289,49,297,56)
